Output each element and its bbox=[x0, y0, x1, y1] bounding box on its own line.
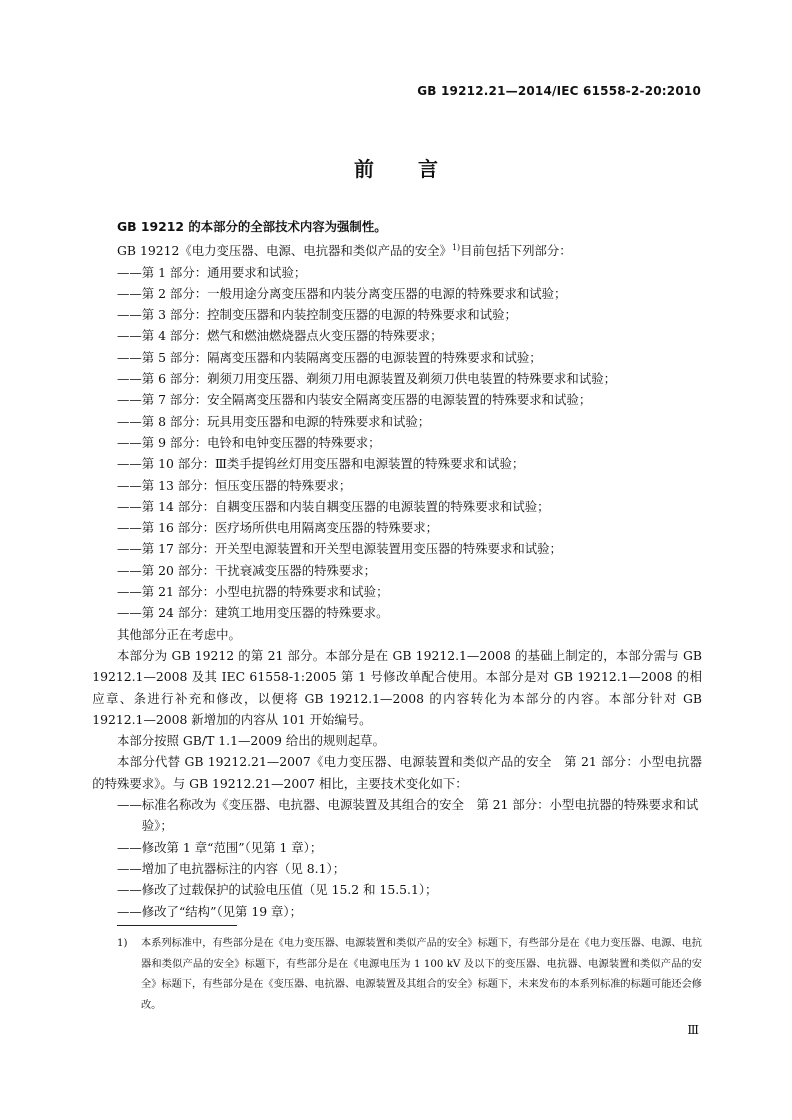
document-id-header: GB 19212.21—2014/IEC 61558-2-20:2010 bbox=[417, 84, 701, 98]
footnote-text: 本系列标准中，有些部分是在《电力变压器、电源装置和类似产品的安全》标题下，有些部分是在《电力变压器、电源、电抗器和类似产品的安全》标题下，有些部分是在《电源电压为 1 100 kV 及以下的变压器、电抗器、电源装置和类似产品的安全》标题下，有些部分是在《变压器、电抗器、电源装置及其组合的安全》标题下，未来发布的本系列标准的标题可能还会修改。 bbox=[141, 938, 702, 1011]
list-item: ——修改了“结构”（见第 19 章）； bbox=[117, 903, 302, 919]
list-item: ——第 8 部分：玩具用变压器和电源的特殊要求和试验； bbox=[117, 413, 431, 429]
footnote bbox=[117, 934, 702, 1016]
parts-list bbox=[117, 262, 702, 624]
series-intro-text: GB 19212《电力变压器、电源、电抗器和类似产品的安全》 bbox=[117, 243, 452, 259]
footnote-divider bbox=[117, 925, 237, 926]
list-item: ——标准名称改为《变压器、电抗器、电源装置及其组合的安全 第 21 部分：小型电抗器的特殊要求和试验》； bbox=[117, 797, 699, 834]
page-number: Ⅲ bbox=[687, 1023, 699, 1037]
replacement-paragraph: 本部分代替 GB 19212.21—2007《电力变压器、电源装置和类似产品的安全 第 21 部分：小型电抗器的特殊要求》。与 GB 19212.21—2007 相比，主要技术变化如下： bbox=[92, 754, 702, 791]
list-item: ——第 13 部分：恒压变压器的特殊要求； bbox=[117, 477, 352, 493]
list-item: ——第 1 部分：通用要求和试验； bbox=[117, 264, 307, 280]
other-parts-note: 其他部分正在考虑中。 bbox=[117, 626, 241, 642]
list-item: ——第 3 部分：控制变压器和内装控制变压器的电源的特殊要求和试验； bbox=[117, 307, 517, 323]
drafting-rules-paragraph: 本部分按照 GB/T 1.1—2009 给出的规则起草。 bbox=[117, 733, 385, 749]
list-item: ——修改了过载保护的试验电压值（见 15.2 和 15.5.1）； bbox=[117, 882, 438, 898]
list-item: ——第 20 部分：干扰衰减变压器的特殊要求； bbox=[117, 562, 377, 578]
footnote-mark: 1) bbox=[117, 938, 128, 949]
list-item: ——第 6 部分：剃须刀用变压器、剃须刀用电源装置及剃须刀供电装置的特殊要求和试验； bbox=[117, 371, 616, 387]
list-item: ——修改第 1 章“范围”（见第 1 章）； bbox=[117, 839, 323, 855]
list-item: ——第 9 部分：电铃和电钟变压器的特殊要求； bbox=[117, 434, 381, 450]
series-intro-tail: 目前包括下列部分： bbox=[460, 243, 572, 259]
basis-paragraph: 本部分为 GB 19212 的第 21 部分。本部分是在 GB 19212.1—2008 的基础上制定的，本部分需与 GB 19212.1—2008 及其 IEC 61558-1:2005 第 1 号修改单配合使用。本部分是对 GB 19212.1—2008 的相应章、条进行补充和修改，以便将 GB 19212.1—2008 的内容转化为本部分的内容。本部分针对 GB 19212.1—2008 新增加的内容从 101 开始编号。 bbox=[92, 647, 702, 727]
list-item: ——第 7 部分：安全隔离变压器和内装安全隔离变压器的电源装置的特殊要求和试验； bbox=[117, 392, 592, 408]
list-item: ——第 14 部分：自耦变压器和内装自耦变压器的电源装置的特殊要求和试验； bbox=[117, 498, 550, 514]
list-item: ——第 4 部分：燃气和燃油燃烧器点火变压器的特殊要求； bbox=[117, 328, 443, 344]
list-item: ——第 16 部分：医疗场所供电用隔离变压器的特殊要求； bbox=[117, 520, 439, 536]
footnote-reference: 1) bbox=[451, 243, 461, 253]
list-item: ——第 5 部分：隔离变压器和内装隔离变压器的电源装置的特殊要求和试验； bbox=[117, 349, 542, 365]
list-item: ——第 21 部分：小型电抗器的特殊要求和试验； bbox=[117, 584, 389, 600]
list-item: ——第 10 部分：Ⅲ类手提钨丝灯用变压器和电源装置的特殊要求和试验； bbox=[117, 456, 525, 472]
changes-list bbox=[117, 794, 702, 922]
list-item: ——第 17 部分：开关型电源装置和开关型电源装置用变压器的特殊要求和试验； bbox=[117, 541, 562, 557]
page-title: 前言 bbox=[354, 157, 482, 181]
list-item: ——增加了电抗器标注的内容（见 8.1）； bbox=[117, 860, 346, 876]
series-intro bbox=[117, 237, 702, 261]
list-item: ——第 2 部分：一般用途分离变压器和内装分离变压器的电源的特殊要求和试验； bbox=[117, 285, 567, 301]
main-text bbox=[92, 216, 702, 922]
list-item: ——第 24 部分：建筑工地用变压器的特殊要求。 bbox=[117, 605, 389, 621]
mandatory-statement: GB 19212 的本部分的全部技术内容为强制性。 bbox=[117, 219, 387, 234]
